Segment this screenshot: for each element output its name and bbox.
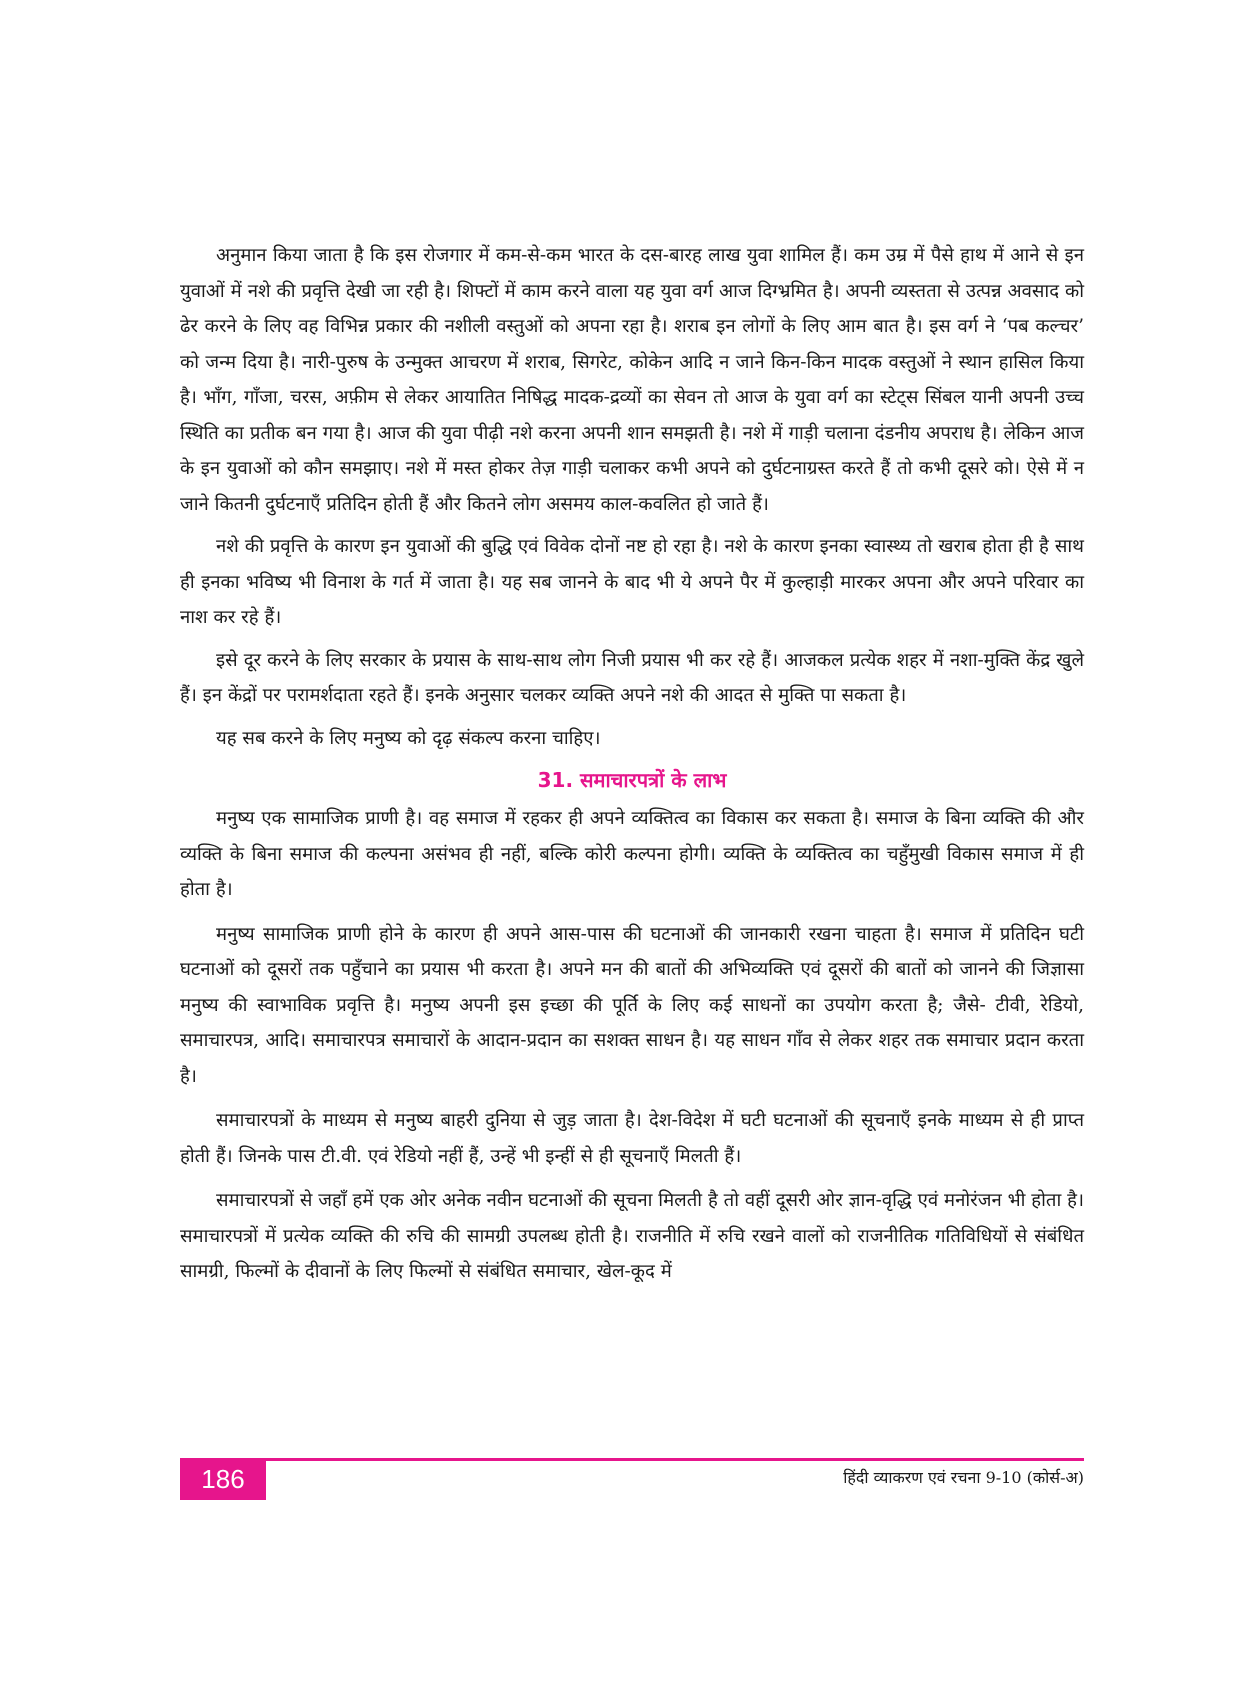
footer-book-title: हिंदी व्याकरण एवं रचना 9-10 (कोर्स-अ)	[843, 1468, 1084, 1487]
paragraph-curiosity: मनुष्य सामाजिक प्राणी होने के कारण ही अपने आस-पास की घटनाओं की जानकारी रखना चाहता है। समाज में प्रतिदिन घटी घटनाओं को दूसरों तक पहुँचाने का प्रयास भी करता है। अपने मन की बातों की अभिव्यक्ति एवं दूसरों की बातों को जानने की जिज्ञासा मनुष्य की स्वाभाविक प्रवृत्ति है। मनुष्य अपनी इस इच्छा की पूर्ति के लिए कई साधनों का उपयोग करता है; जैसे- टीवी, रेडियो, समाचारपत्र, आदि। समाचारपत्र समाचारों के आदान-प्रदान का सशक्त साधन है। यह साधन गाँव से लेकर शहर तक समाचार प्रदान करता है।	[180, 923, 1084, 1087]
paragraph-drug-effects: नशे की प्रवृत्ति के कारण इन युवाओं की बुद्धि एवं विवेक दोनों नष्ट हो रहा है। नशे के कारण इनका स्वास्थ्य तो खराब होता ही है साथ ही इनका भविष्य भी विनाश के गर्त में जाता है। यह सब जानने के बाद भी ये अपने पैर में कुल्हाड़ी मारकर अपना और अपने परिवार का नाश कर रहे हैं।	[180, 536, 1084, 628]
paragraph-world-connection: समाचारपत्रों के माध्यम से मनुष्य बाहरी दुनिया से जुड़ जाता है। देश-विदेश में घटी घटनाओं की सूचनाएँ इनके माध्यम से ही प्राप्त होती हैं। जिनके पास टी.वी. एवं रेडियो नहीं हैं, उन्हें भी इन्हीं से ही सूचनाएँ मिलती हैं।	[180, 1110, 1084, 1167]
page-body	[180, 238, 1084, 1297]
section-heading-newspaper-benefits: 31. समाचारपत्रों के लाभ	[537, 768, 727, 792]
paragraph-knowledge-entertainment: समाचारपत्रों से जहाँ हमें एक ओर अनेक नवीन घटनाओं की सूचना मिलती है तो वहीं दूसरी ओर ज्ञान-वृद्धि एवं मनोरंजन भी होता है। समाचारपत्रों में प्रत्येक व्यक्ति की रुचि की सामग्री उपलब्ध होती है। राजनीति में रुचि रखने वालों को राजनीतिक गतिविधियों से संबंधित सामग्री, फिल्मों के दीवानों के लिए फिल्मों से संबंधित समाचार, खेल-कूद में	[180, 1190, 1084, 1282]
paragraph-social-being: मनुष्य एक सामाजिक प्राणी है। वह समाज में रहकर ही अपने व्यक्तित्व का विकास कर सकता है। समाज के बिना व्यक्ति की और व्यक्ति के बिना समाज की कल्पना असंभव ही नहीं, बल्कि कोरी कल्पना होगी। व्यक्ति के व्यक्तित्व का चहुँमुखी विकास समाज में ही होता है।	[180, 808, 1084, 900]
footer-rule	[180, 1458, 1084, 1461]
paragraph-drug-abuse-youth: अनुमान किया जाता है कि इस रोजगार में कम-से-कम भारत के दस-बारह लाख युवा शामिल हैं। कम उम्र में पैसे हाथ में आने से इन युवाओं में नशे की प्रवृत्ति देखी जा रही है। शिफ्टों में काम करने वाला यह युवा वर्ग आज दिग्भ्रमित है। अपनी व्यस्तता से उत्पन्न अवसाद को ढेर करने के लिए वह विभिन्न प्रकार की नशीली वस्तुओं को अपना रहा है। शराब इन लोगों के लिए आम बात है। इस वर्ग ने ‘पब कल्चर’ को जन्म दिया है। नारी-पुरुष के उन्मुक्त आचरण में शराब, सिगरेट, कोकेन आदि न जाने किन-किन मादक वस्तुओं ने स्थान हासिल किया है। भाँग, गाँजा, चरस, अफ़ीम से लेकर आयातित निषिद्ध मादक-द्रव्यों का सेवन तो आज के युवा वर्ग का स्टेट्स सिंबल यानी अपनी उच्च स्थिति का प्रतीक बन गया है। आज की युवा पीढ़ी नशे करना अपनी शान समझती है। नशे में गाड़ी चलाना दंडनीय अपराध है। लेकिन आज के इन युवाओं को कौन समझाए। नशे में मस्त होकर तेज़ गाड़ी चलाकर कभी अपने को दुर्घटनाग्रस्त करते हैं तो कभी दूसरे को। ऐसे में न जाने कितनी दुर्घटनाएँ प्रतिदिन होती हैं और कितने लोग असमय काल-कवलित हो जाते हैं।	[180, 245, 1084, 515]
paragraph-rehab-centres: इसे दूर करने के लिए सरकार के प्रयास के साथ-साथ लोग निजी प्रयास भी कर रहे हैं। आजकल प्रत्येक शहर में नशा-मुक्ति केंद्र खुले हैं। इन केंद्रों पर परामर्शदाता रहते हैं। इनके अनुसार चलकर व्यक्ति अपने नशे की आदत से मुक्ति पा सकता है।	[180, 649, 1084, 706]
paragraph-resolve: यह सब करने के लिए मनुष्य को दृढ़ संकल्प करना चाहिए।	[216, 727, 601, 749]
page-number-badge: 186	[180, 1458, 266, 1500]
